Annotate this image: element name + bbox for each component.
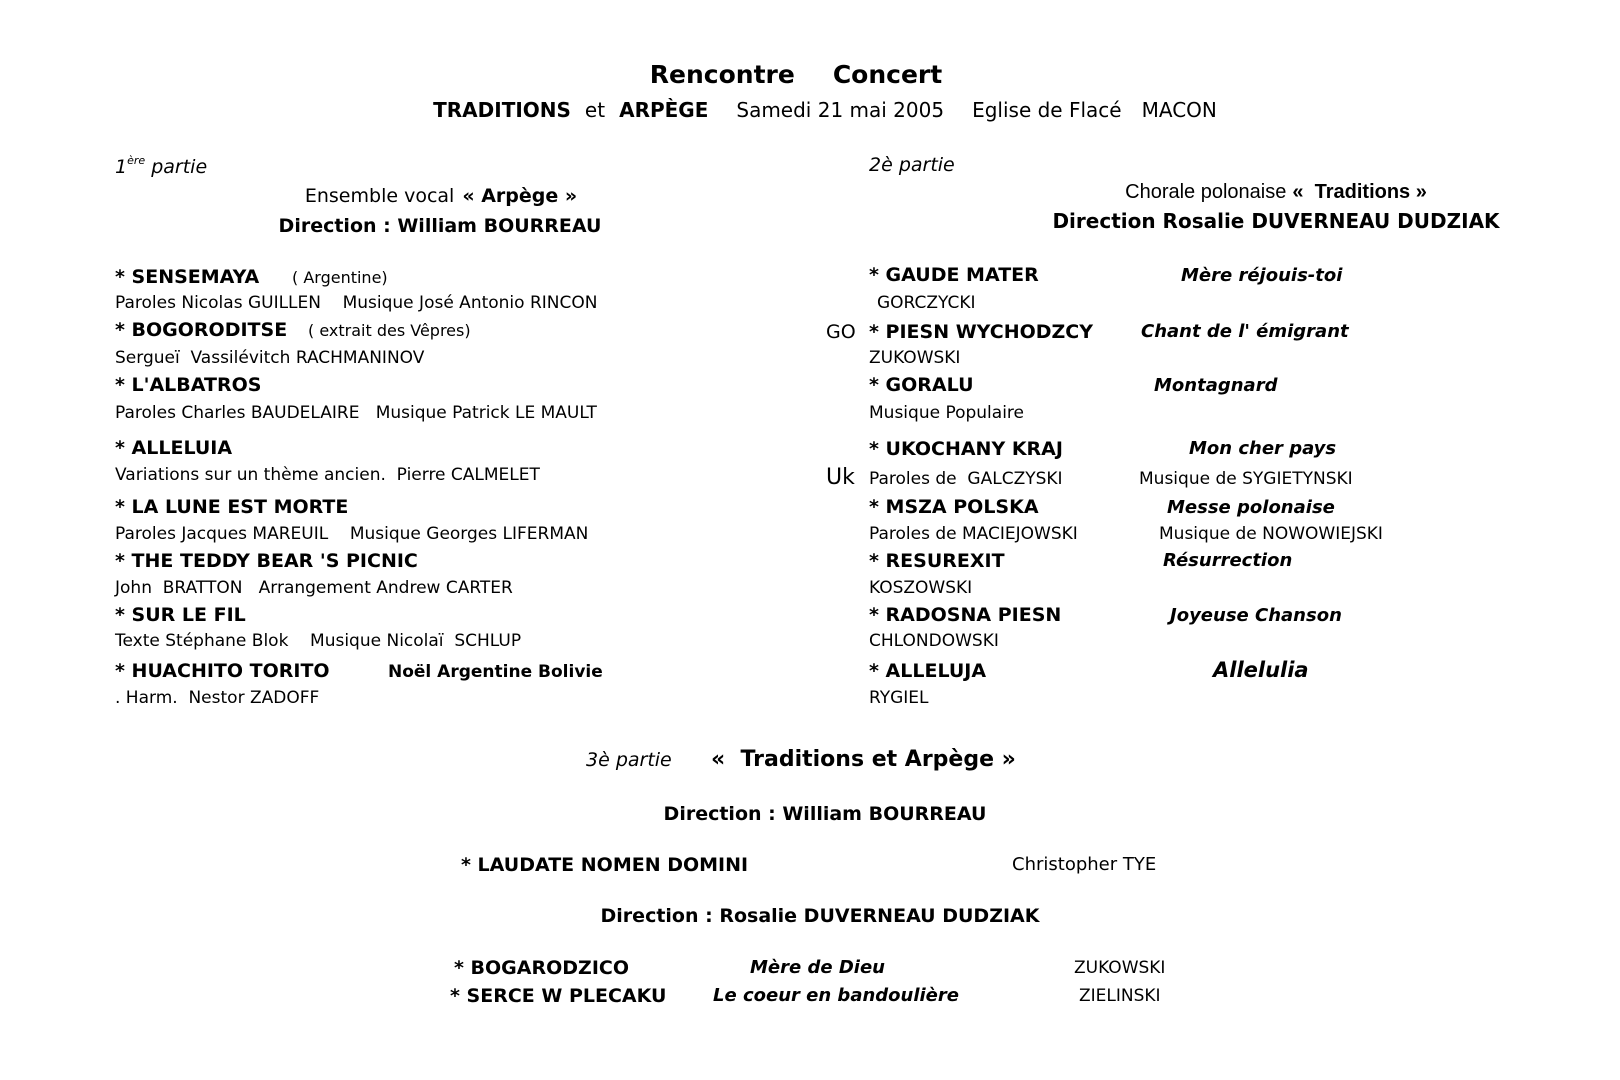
part1-item-title: * L'ALBATROS bbox=[115, 374, 262, 396]
part3-item-composer: ZUKOWSKI bbox=[1074, 958, 1166, 978]
part1-item-credits: John BRATTON Arrangement Andrew CARTER bbox=[115, 578, 513, 598]
part1-label-number: 1 bbox=[115, 156, 128, 178]
part3-item-title: * LAUDATE NOMEN DOMINI bbox=[461, 854, 749, 876]
title-word-rencontre: Rencontre bbox=[649, 60, 795, 89]
part2-item-composer: Musique Populaire bbox=[869, 403, 1025, 423]
part1-item-credits: Texte Stéphane Blok Musique Nicolaï SCHLUP bbox=[115, 631, 522, 651]
part3-direction-duverneau: Direction : Rosalie DUVERNEAU DUDZIAK bbox=[600, 905, 1040, 927]
part3-name: « Traditions et Arpège » bbox=[711, 747, 1016, 772]
part1-item-credits: Variations sur un thème ancien. Pierre CALMELET bbox=[115, 465, 540, 485]
part2-item-title: * MSZA POLSKA bbox=[869, 496, 1039, 518]
part1-direction: Direction : William BOURREAU bbox=[278, 215, 602, 237]
part3-item-translation: Mère de Dieu bbox=[750, 957, 885, 978]
part2-label: 2è partie bbox=[869, 154, 955, 176]
part2-item-composer: KOSZOWSKI bbox=[869, 578, 973, 598]
part3-direction-bourreau: Direction : William BOURREAU bbox=[663, 803, 987, 825]
part2-item-composer: RYGIEL bbox=[869, 688, 929, 708]
part2-item-title: * UKOCHANY KRAJ bbox=[869, 438, 1063, 460]
part2-item-translation: Chant de l' émigrant bbox=[1141, 321, 1349, 342]
title-word-concert: Concert bbox=[832, 60, 943, 89]
part2-item-music: Musique de SYGIETYNSKI bbox=[1139, 469, 1353, 489]
part1-label-superscript: ère bbox=[127, 154, 146, 167]
part2-item-translation: Montagnard bbox=[1154, 375, 1278, 396]
part1-item-credits: Sergueï Vassilévitch RACHMANINOV bbox=[115, 348, 425, 368]
part2-item-title: * ALLELUJA bbox=[869, 660, 987, 682]
part1-item-title: * ALLELUIA bbox=[115, 437, 233, 459]
part2-item-title: * GORALU bbox=[869, 374, 974, 396]
part2-choir-prefix: Chorale polonaise bbox=[1125, 181, 1287, 203]
part1-label bbox=[115, 154, 207, 179]
part1-item-title: * HUACHITO TORITO bbox=[115, 660, 330, 682]
part1-item-title: * BOGORODITSE bbox=[115, 319, 288, 341]
part2-item-title: * PIESN WYCHODZCY bbox=[869, 321, 1094, 343]
part2-item-translation: Mon cher pays bbox=[1189, 438, 1337, 459]
concert-city: MACON bbox=[1141, 98, 1217, 122]
part2-item-music: Musique de NOWOWIEJSKI bbox=[1159, 524, 1383, 544]
concert-subtitle bbox=[433, 98, 1217, 122]
part1-item-credits: . Harm. Nestor ZADOFF bbox=[115, 688, 320, 708]
part3-label: 3è partie bbox=[586, 749, 672, 771]
part1-item-title: * SUR LE FIL bbox=[115, 604, 246, 626]
part2-item-title: * RESUREXIT bbox=[869, 550, 1005, 572]
ensemble-name-arpege: ARPÈGE bbox=[619, 98, 709, 122]
part2-item-title: * RADOSNA PIESN bbox=[869, 604, 1062, 626]
part2-item-title: * GAUDE MATER bbox=[869, 264, 1039, 286]
part1-item-credits: Paroles Charles BAUDELAIRE Musique Patrick LE MAULT bbox=[115, 403, 597, 423]
part2-item-lyrics: Paroles de MACIEJOWSKI bbox=[869, 524, 1078, 544]
part3-item-composer: ZIELINSKI bbox=[1079, 986, 1161, 1006]
part1-item-title: * THE TEDDY BEAR 'S PICNIC bbox=[115, 550, 418, 572]
part1-item-title: * LA LUNE EST MORTE bbox=[115, 496, 349, 518]
subtitle-conjunction: et bbox=[584, 98, 606, 122]
part1-item-title: * SENSEMAYA bbox=[115, 266, 260, 288]
part2-direction: Direction Rosalie DUVERNEAU DUDZIAK bbox=[1052, 209, 1500, 233]
part3-item-composer: Christopher TYE bbox=[1012, 854, 1157, 875]
part2-item-composer: ZUKOWSKI bbox=[869, 348, 961, 368]
part1-ensemble-prefix: Ensemble vocal bbox=[304, 185, 455, 207]
part1-ensemble bbox=[305, 185, 577, 208]
part1-item-credits: Paroles Nicolas GUILLEN Musique José Antonio RINCON bbox=[115, 293, 598, 313]
part2-item-composer: CHLONDOWSKI bbox=[869, 631, 999, 651]
part1-ensemble-name: « Arpège » bbox=[462, 185, 578, 207]
part1-item-note: ( Argentine) bbox=[292, 268, 388, 287]
part2-item-translation: Mère réjouis-toi bbox=[1181, 265, 1343, 286]
concert-title bbox=[650, 60, 942, 90]
part3-item-title: * BOGARODZICO bbox=[454, 957, 629, 979]
part2-item-lyrics: Paroles de GALCZYSKI bbox=[869, 469, 1063, 489]
part1-item-credits: Paroles Jacques MAREUIL Musique Georges LIFERMAN bbox=[115, 524, 589, 544]
ensemble-name-traditions: TRADITIONS bbox=[433, 98, 571, 122]
part1-item-note: ( extrait des Vêpres) bbox=[308, 321, 471, 340]
part2-item-translation: Allelulia bbox=[1213, 658, 1309, 682]
part3-item-title: * SERCE W PLECAKU bbox=[450, 985, 667, 1007]
part2-stray-prefix: GO bbox=[826, 321, 856, 343]
part2-item-translation: Messe polonaise bbox=[1167, 497, 1335, 518]
part2-stray-prefix: Uk bbox=[826, 465, 855, 490]
part2-item-translation: Résurrection bbox=[1163, 550, 1293, 571]
part3-item-translation: Le coeur en bandoulière bbox=[713, 985, 959, 1006]
part2-item-composer: GORCZYCKI bbox=[877, 293, 976, 313]
part2-item-translation: Joyeuse Chanson bbox=[1170, 605, 1342, 626]
part1-label-word: partie bbox=[145, 156, 208, 178]
concert-date: Samedi 21 mai 2005 bbox=[736, 98, 945, 122]
part2-choir bbox=[1125, 180, 1427, 204]
concert-venue: Eglise de Flacé bbox=[972, 98, 1122, 122]
part1-item-note: Noël Argentine Bolivie bbox=[388, 662, 603, 682]
part2-choir-name: « Traditions » bbox=[1292, 181, 1427, 203]
